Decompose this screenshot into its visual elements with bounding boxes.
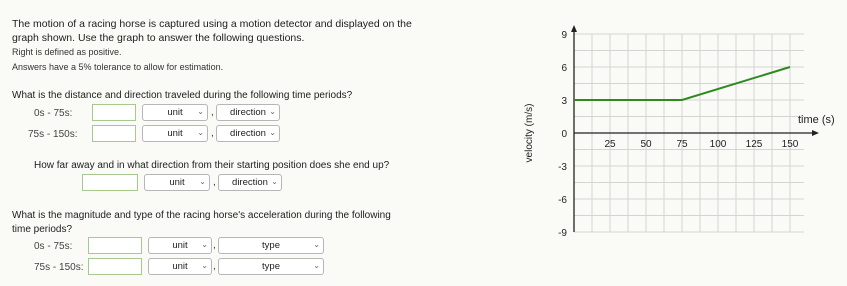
y-axis-arrow (571, 25, 577, 32)
chevron-down-icon: ⌄ (197, 107, 204, 116)
q1-row1-direction-value: direction (230, 107, 266, 118)
chevron-down-icon: ⌄ (271, 177, 278, 186)
q1-row2-label: 75s - 150s: (28, 129, 78, 140)
q2-unit-value: unit (169, 177, 185, 188)
q2-direction-value: direction (232, 177, 268, 188)
x-tick-label: 50 (640, 139, 652, 150)
q2-answer-input[interactable] (82, 174, 138, 191)
velocity-time-graph (510, 0, 847, 286)
q3-row1-unit-value: unit (172, 240, 188, 251)
y-tick-label: -9 (558, 228, 567, 239)
q3-row1-label: 0s - 75s: (34, 241, 73, 252)
q1-row2-direction-select[interactable] (216, 125, 280, 142)
y-tick-label: 6 (561, 63, 567, 74)
x-tick-label: 100 (709, 139, 727, 150)
q1-row2-unit-value: unit (167, 128, 183, 139)
q1-row2-answer-input[interactable] (92, 125, 136, 142)
intro-line-1: The motion of a racing horse is captured using a motion detector and displayed on the (12, 18, 412, 30)
q3-row1-unit-select[interactable] (148, 237, 212, 254)
q3-prompt-line-2: time periods? (12, 224, 73, 235)
q3-prompt-line-1: What is the magnitude and type of the racing horse's acceleration during the following (12, 210, 391, 221)
q1-row1-label: 0s - 75s: (34, 108, 73, 119)
x-tick-label: 125 (745, 139, 763, 150)
q1-row2-direction-value: direction (230, 128, 266, 139)
chevron-down-icon: ⌄ (313, 261, 320, 270)
comma: , (211, 128, 214, 139)
comma: , (213, 240, 216, 251)
note-tolerance: Answers have a 5% tolerance to allow for estimation. (12, 62, 224, 72)
q3-row2-label: 75s - 150s: (34, 262, 84, 273)
q1-row1-answer-input[interactable] (92, 104, 136, 121)
chevron-down-icon: ⌄ (269, 128, 276, 137)
y-tick-label: 3 (561, 96, 567, 107)
chevron-down-icon: ⌄ (201, 261, 208, 270)
q1-row1-unit-value: unit (167, 107, 183, 118)
q3-row2-answer-input[interactable] (88, 258, 142, 275)
q3-row1-answer-input[interactable] (88, 237, 142, 254)
intro-line-2: graph shown. Use the graph to answer the following questions. (12, 32, 305, 44)
q3-row2-unit-select[interactable] (148, 258, 212, 275)
chevron-down-icon: ⌄ (313, 240, 320, 249)
comma: , (213, 261, 216, 272)
y-tick-label: 9 (561, 30, 567, 41)
note-right-positive: Right is defined as positive. (12, 47, 122, 57)
y-tick-label: -3 (558, 162, 567, 173)
q3-row1-type-select[interactable] (218, 237, 324, 254)
chevron-down-icon: ⌄ (201, 240, 208, 249)
chevron-down-icon: ⌄ (199, 177, 206, 186)
x-axis-label: time (s) (798, 114, 835, 126)
q2-prompt: How far away and in what direction from their starting position does she end up? (34, 160, 390, 171)
q3-row2-type-value: type (262, 261, 280, 272)
q1-prompt: What is the distance and direction traveled during the following time periods? (12, 90, 353, 101)
q3-row2-unit-value: unit (172, 261, 188, 272)
x-tick-label: 150 (781, 139, 799, 150)
q1-row1-direction-select[interactable] (216, 104, 280, 121)
comma: , (211, 107, 214, 118)
chevron-down-icon: ⌄ (197, 128, 204, 137)
x-tick-label: 75 (676, 139, 688, 150)
y-tick-label: -6 (558, 195, 567, 206)
y-tick-label: 0 (561, 129, 567, 140)
comma: , (213, 177, 216, 188)
q1-row1-unit-select[interactable] (142, 104, 208, 121)
x-axis-arrow (812, 130, 819, 136)
q3-row2-type-select[interactable] (218, 258, 324, 275)
q2-direction-select[interactable] (218, 174, 282, 191)
chevron-down-icon: ⌄ (269, 107, 276, 116)
q1-row2-unit-select[interactable] (142, 125, 208, 142)
q3-row1-type-value: type (262, 240, 280, 251)
y-axis-label: velocity (m/s) (524, 103, 535, 163)
q2-unit-select[interactable] (144, 174, 210, 191)
x-tick-label: 25 (604, 139, 616, 150)
